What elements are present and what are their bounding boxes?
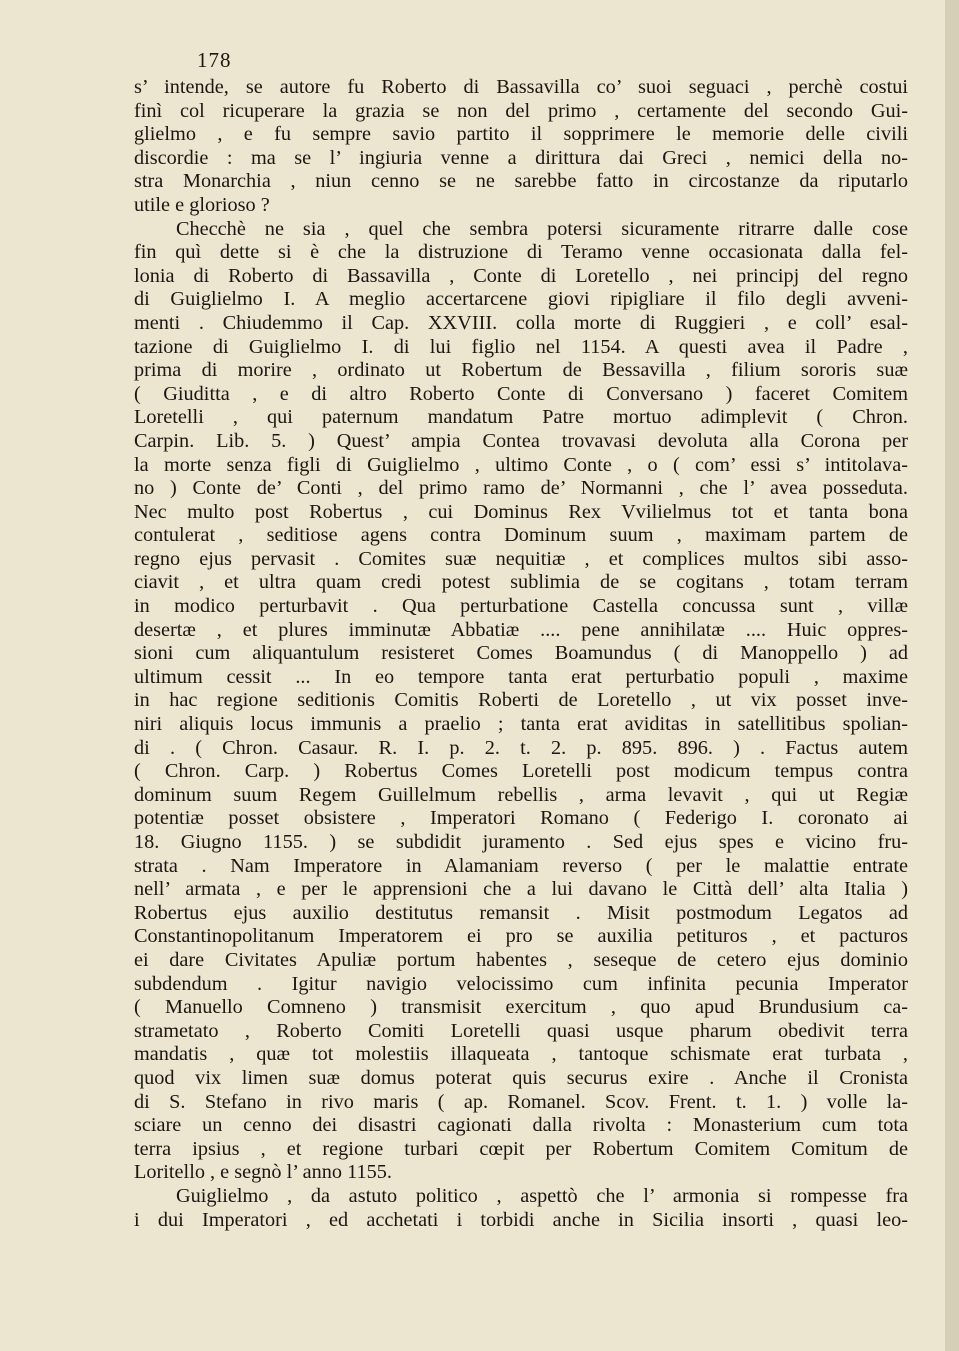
text-line: potentiæ posset obsistere , Imperatori Romano ( Federigo I. coronato ai — [134, 807, 908, 830]
text-line: Checchè ne sia , quel che sembra potersi sicuramente ritrarre dalle cose — [176, 217, 908, 240]
text-line: menti . Chiudemmo il Cap. XXVIII. colla morte di Ruggieri , e coll’ esal- — [134, 311, 908, 334]
text-line: Guiglielmo , da astuto politico , aspettò che l’ armonia si rompesse fra — [176, 1184, 908, 1207]
text-line: nell’ armata , e per le apprensioni che a lui davano le Città dell’ alta Italia ) — [134, 878, 908, 901]
text-line: di S. Stefano in rivo maris ( ap. Romanel. Scov. Frent. t. 1. ) volle la- — [134, 1090, 908, 1113]
text-line: mandatis , quæ tot molestiis illaqueata , tantoque schismate erat turbata , — [134, 1043, 908, 1066]
text-line: ciavit , et ultra quam credi potest sublimia de se cogitans , totam terram — [134, 571, 908, 594]
text-line: i dui Imperatori , ed acchetati i torbidi anche in Sicilia insorti , quasi leo- — [134, 1208, 908, 1231]
text-line: discordie : ma se l’ ingiuria venne a dirittura dai Greci , nemici della no- — [134, 146, 908, 169]
text-line: terra ipsius , et regione turbari cœpit per Robertum Comitem Comitum de — [134, 1137, 908, 1160]
text-line: contulerat , seditiose agens contra Dominum suum , maximam partem de — [134, 524, 908, 547]
text-line: prima di morire , ordinato ut Robertum de Bessavilla , filium sororis suæ — [134, 359, 908, 382]
text-line: fin quì dette si è che la distruzione di Teramo venne occasionata dalla fel- — [134, 241, 908, 264]
text-line: dominum suum Regem Guillelmum rebellis , arma levavit , qui ut Regiæ — [134, 783, 908, 806]
text-line: sioni cum aliquantulum resisteret Comes Boamundus ( di Manoppello ) ad — [134, 642, 908, 665]
text-line: lonia di Roberto di Bassavilla , Conte di Loretello , nei principj del regno — [134, 264, 908, 287]
text-line: sciare un cenno dei disastri cagionati dalla rivolta : Monasterium cum tota — [134, 1114, 908, 1137]
text-line: Carpin. Lib. 5. ) Quest’ ampia Contea trovavasi devoluta alla Corona per — [134, 429, 908, 452]
text-line: strata . Nam Imperatore in Alamaniam reverso ( per le malattie entrate — [134, 854, 908, 877]
text-line: Robertus ejus auxilio destitutus remansit . Misit postmodum Legatos ad — [134, 901, 908, 924]
text-line: Constantinopolitanum Imperatorem ei pro se auxilia petituros , et pacturos — [134, 925, 908, 948]
text-line: ( Manuello Comneno ) transmisit exercitum , quo apud Brundusium ca- — [134, 996, 908, 1019]
text-line: regno ejus pervasit . Comites suæ nequitiæ , et complices multos sibi asso- — [134, 547, 908, 570]
text-line: strametato , Roberto Comiti Loretelli quasi usque pharum obedivit terra — [134, 1019, 908, 1042]
text-line: tazione di Guiglielmo I. di lui figlio nel 1154. A questi avea il Padre , — [134, 335, 908, 358]
text-line: Loretelli , qui paternum mandatum Patre mortuo adimplevit ( Chron. — [134, 406, 908, 429]
text-line: niri aliquis locus immunis a praelio ; tanta erat aviditas in satellitibus spolian- — [134, 713, 908, 736]
text-line: finì col ricuperare la grazia se non del primo , certamente del secondo Gui- — [134, 99, 908, 122]
text-line: ei dare Civitates Apuliæ portum habentes , seseque de cetero ejus dominio — [134, 948, 908, 971]
body-text — [134, 76, 908, 1232]
text-line: di Guiglielmo I. A meglio accertarcene giovi ripigliare il filo degli avveni- — [134, 288, 908, 311]
text-line: in modico perturbavit . Qua perturbatione Castella concussa sunt , villæ — [134, 595, 908, 618]
text-line: 18. Giugno 1155. ) se subdidit juramento . Sed ejus spes e vicino fru- — [134, 831, 908, 853]
text-line: la morte senza figli di Guiglielmo , ultimo Conte , o ( com’ essi s’ intitolava- — [134, 453, 908, 476]
page-number: 178 — [197, 48, 232, 72]
text-line: quod vix limen suæ domus poterat quis securus exire . Anche il Cronista — [134, 1066, 908, 1089]
text-line: subdendum . Igitur navigio velocissimo cum infinita pecunia Imperator — [134, 972, 908, 995]
text-line: in hac regione seditionis Comitis Roberti de Loretello , ut vix posset inve- — [134, 689, 908, 712]
text-line: ( Chron. Carp. ) Robertus Comes Loretelli post modicum tempus contra — [134, 760, 908, 783]
text-line: di . ( Chron. Casaur. R. I. p. 2. t. 2. p. 895. 896. ) . Factus autem — [134, 736, 908, 759]
text-line: s’ intende, se autore fu Roberto di Bassavilla co’ suoi seguaci , perchè costui — [134, 76, 908, 98]
text-line: ( Giuditta , e di altro Roberto Conte di Conversano ) faceret Comitem — [134, 382, 908, 405]
text-line: stra Monarchia , niun cenno se ne sarebbe fatto in circostanze da riputarlo — [134, 170, 908, 193]
text-line: no ) Conte de’ Conti , del primo ramo de’ Normanni , che l’ avea posseduta. — [134, 477, 908, 500]
text-line: Loritello , e segnò l’ anno 1155. — [134, 1161, 392, 1184]
text-line: utile e glorioso ? — [134, 193, 270, 216]
page-edge-shadow — [945, 0, 959, 1351]
text-line: desertæ , et plures imminutæ Abbatiæ .... pene annihilatæ .... Huic oppres- — [134, 618, 908, 641]
text-line: Nec multo post Robertus , cui Dominus Rex Vvilielmus tot et tanta bona — [134, 500, 908, 523]
text-line: ultimum cessit ... In eo tempore tanta erat perturbatio populi , maxime — [134, 665, 908, 688]
text-line: glielmo , e fu sempre savio partito il sopprimere le memorie delle civili — [134, 123, 908, 146]
